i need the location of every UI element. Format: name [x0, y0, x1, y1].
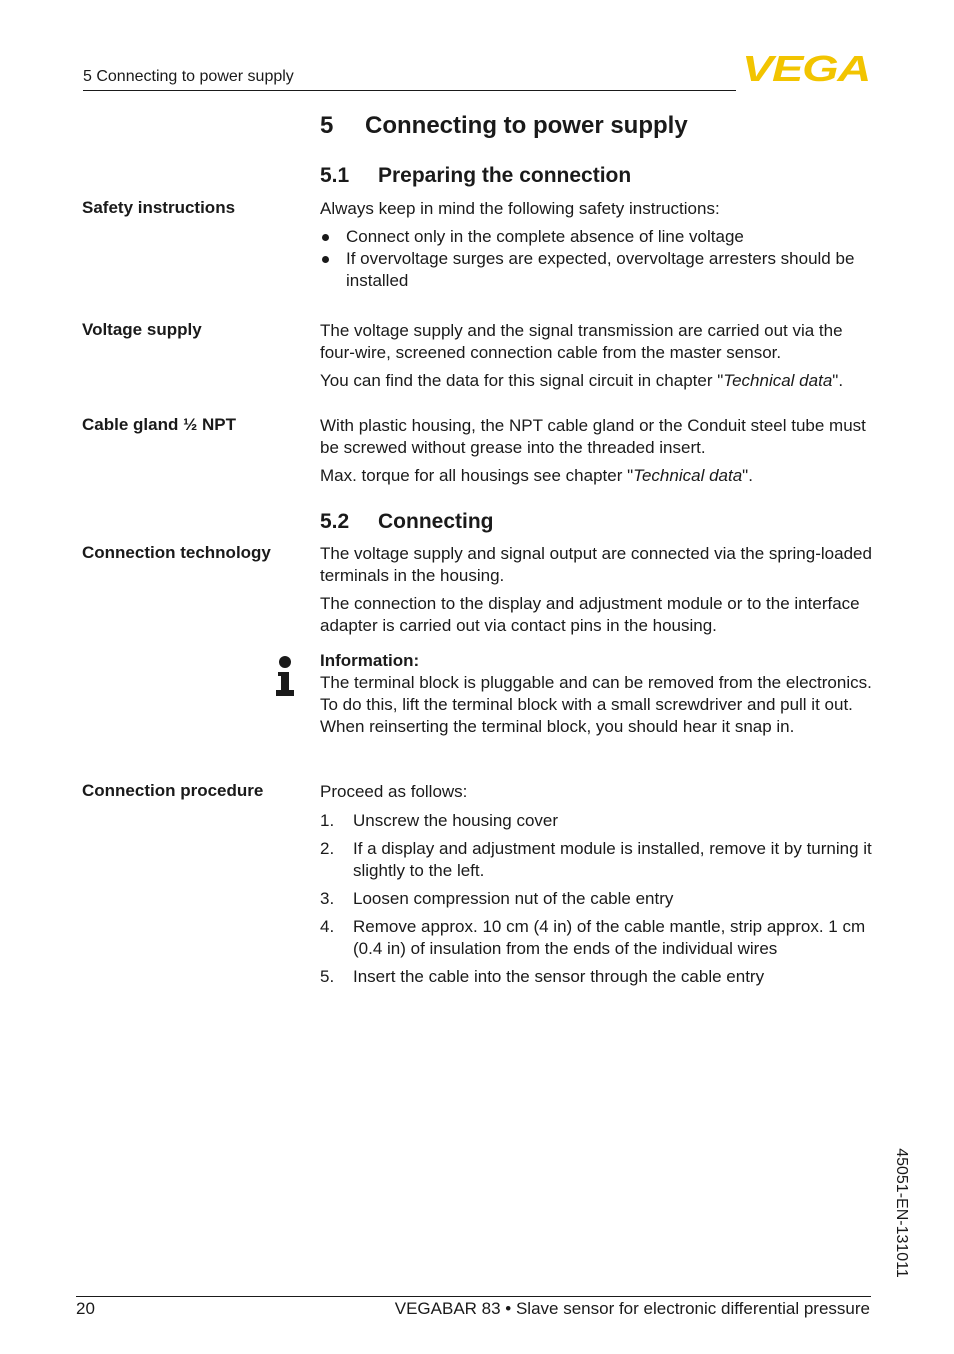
- info-icon: [276, 656, 294, 696]
- header-rule: [83, 90, 736, 91]
- bullet-icon: [322, 256, 329, 263]
- running-header: 5 Connecting to power supply: [83, 68, 294, 85]
- chapter-number: 5: [320, 112, 334, 139]
- vega-logo: [742, 52, 872, 84]
- connection-technology-paragraph-1: The voltage supply and signal output are connected via the spring-loaded terminals in the housing.: [320, 544, 872, 585]
- voltage-paragraph-1: The voltage supply and the signal transmission are carried out via the four-wire, screened connection cable from the master sensor.: [320, 321, 843, 362]
- section-number: 5.2: [320, 510, 350, 533]
- section-heading-connecting: [320, 510, 494, 534]
- safety-intro: Always keep in mind the following safety instructions:: [320, 199, 720, 218]
- side-label-safety: Safety instructions: [82, 198, 236, 217]
- cable-gland-paragraph-2: Max. torque for all housings see chapter "Technical data".: [320, 466, 753, 485]
- side-label-cable-gland: Cable gland ½ NPT: [82, 415, 236, 434]
- information-title: Information:: [320, 651, 420, 670]
- section-title: Connecting: [378, 510, 494, 533]
- voltage-paragraph-2: You can find the data for this signal circuit in chapter "Technical data".: [320, 371, 844, 390]
- information-text: The terminal block is pluggable and can be removed from the electronics. To do this, lift the terminal block with a small screwdriver and pull it out. When reinserting the terminal block, you should hear it snap in.: [320, 673, 872, 736]
- chapter-heading: [320, 112, 688, 140]
- cable-gland-paragraph-1: With plastic housing, the NPT cable gland or the Conduit steel tube must be screwed without grease into the threaded insert.: [320, 416, 866, 457]
- section-title: Preparing the connection: [378, 164, 632, 187]
- connection-technology-paragraph-2: The connection to the display and adjustment module or to the interface adapter is carried out via contact pins in the housing.: [320, 594, 860, 635]
- bullet-icon: [322, 234, 329, 241]
- footer-rule: [76, 1296, 871, 1297]
- footer-product-title: VEGABAR 83 • Slave sensor for electronic differential pressure: [394, 1299, 870, 1318]
- document-id: 45051-EN-131011: [893, 1148, 910, 1278]
- section-heading-preparing: [320, 164, 631, 188]
- procedure-intro: Proceed as follows:: [320, 782, 468, 801]
- chapter-title: Connecting to power supply: [365, 112, 688, 139]
- svg-text:VEGA: VEGA: [742, 52, 870, 84]
- side-label-voltage: Voltage supply: [82, 320, 202, 339]
- side-label-connection-procedure: Connection procedure: [82, 781, 264, 800]
- section-number: 5.1: [320, 164, 350, 187]
- page-number: 20: [76, 1299, 95, 1318]
- side-label-connection-technology: Connection technology: [82, 543, 271, 562]
